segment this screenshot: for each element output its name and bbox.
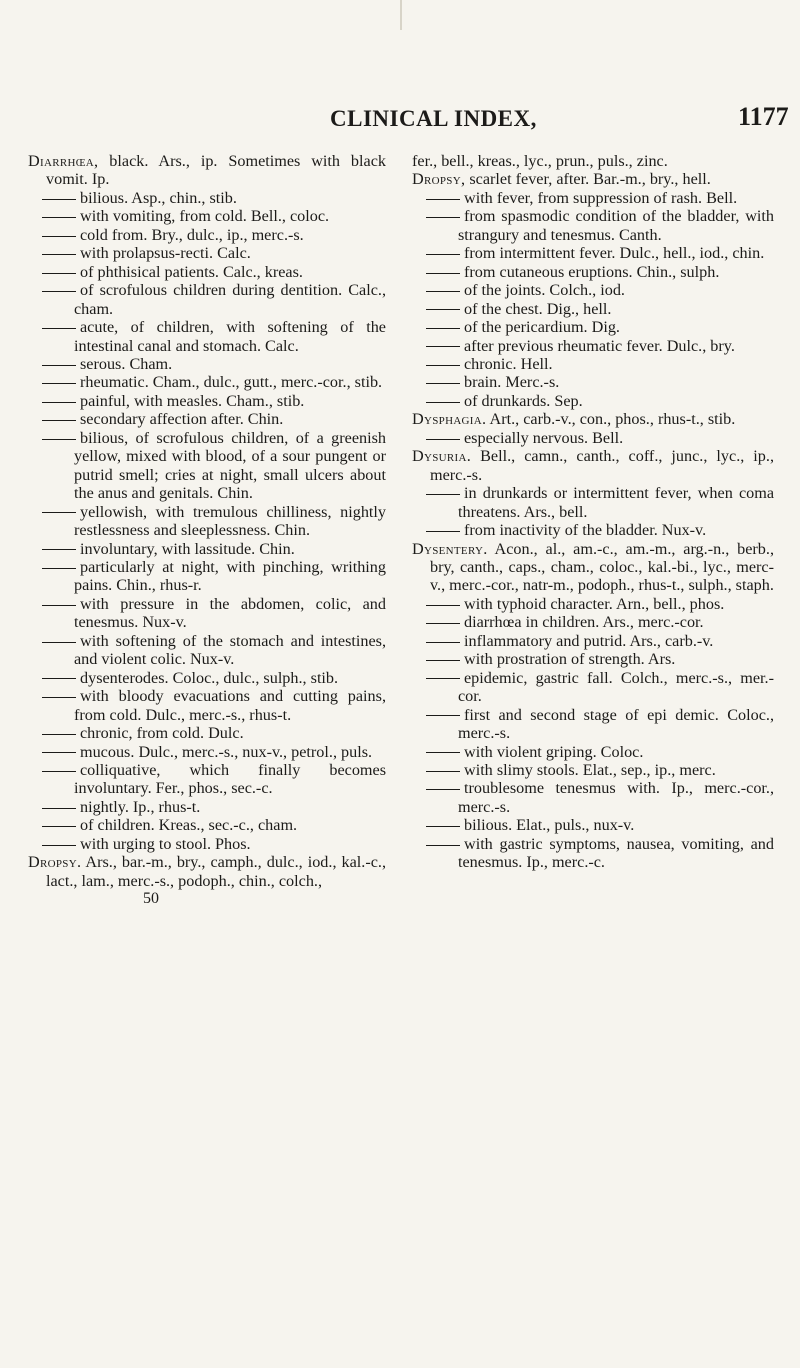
entry-text: Acon., al., am.-c., am.-m., arg.-n., berb., bry, canth., caps., cham., coloc., kal.-bi., lyc., merc-v., merc.-cor., natr-m., podoph., rhus-t., sulph., staph. — [430, 539, 774, 595]
index-subentry — [28, 816, 386, 834]
entry-text: of the joints. Colch., iod. — [464, 281, 625, 300]
right-column — [412, 152, 774, 872]
ditto-dash — [426, 402, 460, 403]
ditto-dash — [42, 512, 76, 513]
index-subentry — [412, 743, 774, 761]
index-subentry — [412, 263, 774, 281]
ditto-dash — [426, 826, 460, 827]
entry-text: first and second stage of epi demic. Coloc., merc.-s. — [458, 705, 774, 743]
index-subentry — [412, 669, 774, 706]
index-subentry — [28, 355, 386, 373]
index-subentry — [28, 632, 386, 669]
entry-text: with vomiting, from cold. Bell., coloc. — [80, 207, 330, 226]
ditto-dash — [42, 568, 76, 569]
index-subentry — [412, 816, 774, 834]
index-subentry — [28, 540, 386, 558]
index-subentry — [28, 743, 386, 761]
ditto-dash — [426, 771, 460, 772]
index-subentry — [412, 300, 774, 318]
index-subentry — [412, 355, 774, 373]
index-subentry — [412, 429, 774, 447]
index-subentry — [28, 318, 386, 355]
index-subentry — [412, 632, 774, 650]
ditto-dash — [426, 291, 460, 292]
entry-text: acute, of children, with softening of the intestinal canal and stomach. Calc. — [74, 318, 386, 355]
ditto-dash — [426, 199, 460, 200]
index-subentry — [412, 373, 774, 391]
entry-text: with typhoid character. Arn., bell., phos. — [464, 594, 725, 613]
entry-text: black. Ars., ip. Sometimes with black vomit. Ip. — [46, 152, 386, 189]
entry-text: with slimy stools. Elat., sep., ip., merc. — [464, 760, 716, 779]
entry-text: with softening of the stomach and intestines, and violent colic. Nux-v. — [74, 631, 386, 669]
ditto-dash — [42, 217, 76, 218]
entry-text: bilious. Asp., chin., stib. — [80, 188, 237, 207]
index-subentry — [412, 318, 774, 336]
entry-text: chronic. Hell. — [464, 354, 553, 373]
index-entry — [412, 410, 774, 428]
entry-text: rheumatic. Cham., dulc., gutt., merc.-cor., stib. — [80, 373, 383, 392]
ditto-dash — [42, 328, 76, 329]
entry-text: from spasmodic condition of the bladder, with strangury and tenesmus. Canth. — [458, 207, 774, 244]
index-subentry — [412, 207, 774, 244]
ditto-dash — [42, 199, 76, 200]
ditto-dash — [426, 678, 460, 679]
ditto-dash — [42, 383, 76, 384]
entry-text: with fever, from suppression of rash. Bell. — [464, 188, 738, 207]
index-subentry — [28, 503, 386, 540]
entry-text: troublesome tenesmus with. Ip., merc.-cor., merc.-s. — [458, 779, 774, 816]
index-term: Dropsy. — [28, 853, 82, 872]
page-number: 1177 — [738, 102, 789, 131]
entry-text: epidemic, gastric fall. Colch., merc.-s., mer.-cor. — [458, 668, 774, 706]
index-subentry — [412, 244, 774, 262]
index-subentry — [28, 761, 386, 798]
ditto-dash — [42, 402, 76, 403]
ditto-dash — [42, 254, 76, 255]
index-subentry — [28, 669, 386, 687]
ditto-dash — [42, 549, 76, 550]
ditto-dash — [42, 605, 76, 606]
entry-text: from inactivity of the bladder. Nux-v. — [464, 521, 707, 540]
index-subentry — [28, 410, 386, 428]
entry-text: with prostration of strength. Ars. — [464, 650, 676, 669]
entry-text: from intermittent fever. Dulc., hell., iod., chin. — [464, 244, 765, 263]
ditto-dash — [426, 623, 460, 624]
entry-text: bilious, of scrofulous children, of a greenish yellow, mixed with blood, of a sour pungent or putrid smell; cries at night, small ulcers about the anus and genitals. Chin. — [74, 428, 386, 503]
index-subentry — [412, 337, 774, 355]
ditto-dash — [42, 697, 76, 698]
ditto-dash — [42, 236, 76, 237]
index-entry — [412, 170, 774, 188]
index-subentry — [412, 392, 774, 410]
entry-text: with violent griping. Coloc. — [464, 742, 644, 761]
entry-text: particularly at night, with pinching, writhing pains. Chin., rhus-r. — [74, 557, 386, 595]
index-subentry — [28, 207, 386, 225]
entry-text: diarrhœa in children. Ars., merc.-cor. — [464, 613, 704, 632]
ditto-dash — [426, 217, 460, 218]
index-subentry — [28, 429, 386, 503]
entry-text: in drunkards or intermittent fever, when coma threatens. Ars., bell. — [458, 484, 774, 521]
index-subentry — [28, 595, 386, 632]
entry-text: nightly. Ip., rhus-t. — [80, 797, 201, 816]
ditto-dash — [42, 734, 76, 735]
index-entry — [28, 152, 386, 189]
entry-text: scarlet fever, after. Bar.-m., bry., hell. — [465, 170, 711, 189]
entry-text: fer., bell., kreas., lyc., prun., puls., zinc. — [412, 152, 668, 170]
entry-text: secondary affection after. Chin. — [80, 410, 284, 429]
ditto-dash — [426, 346, 460, 347]
ditto-dash — [426, 365, 460, 366]
entry-text: with pressure in the abdomen, colic, and tenesmus. Nux-v. — [74, 594, 386, 632]
entry-text: with bloody evacuations and cutting pains, from cold. Dulc., merc.-s., rhus-t. — [74, 687, 386, 724]
ditto-dash — [42, 439, 76, 440]
ditto-dash — [42, 420, 76, 421]
index-subentry — [28, 392, 386, 410]
running-head: CLINICAL INDEX, — [330, 106, 537, 131]
index-term: Dysphagia. — [412, 410, 487, 429]
entry-text: dysenterodes. Coloc., dulc., sulph., stib. — [80, 668, 339, 687]
index-term: Dropsy, — [412, 170, 466, 189]
index-subentry — [28, 835, 386, 853]
entry-text: involuntary, with lassitude. Chin. — [80, 539, 295, 558]
index-subentry — [412, 281, 774, 299]
ditto-dash — [426, 494, 460, 495]
index-term: Diarrhœa, — [28, 152, 99, 170]
ditto-dash — [426, 531, 460, 532]
scan-mark — [400, 0, 402, 30]
ditto-dash — [426, 789, 460, 790]
ditto-dash — [426, 845, 460, 846]
index-subentry — [28, 373, 386, 391]
entry-text: with urging to stool. Phos. — [80, 834, 251, 853]
entry-text: painful, with measles. Cham., stib. — [80, 391, 305, 410]
entry-text: inflammatory and putrid. Ars., carb.-v. — [464, 631, 714, 650]
entry-text: with gastric symptoms, nausea, vomiting, and tenesmus. Ip., merc.-c. — [458, 834, 774, 872]
index-subentry — [412, 595, 774, 613]
index-subentry — [28, 724, 386, 742]
index-entry — [28, 853, 386, 890]
index-subentry — [28, 558, 386, 595]
entry-text: of the chest. Dig., hell. — [464, 299, 612, 318]
index-subentry — [412, 484, 774, 521]
index-subentry — [28, 189, 386, 207]
entry-text: of scrofulous children during dentition. Calc., cham. — [74, 281, 386, 318]
index-subentry — [28, 226, 386, 244]
index-subentry — [412, 761, 774, 779]
index-entry — [412, 447, 774, 484]
ditto-dash — [42, 678, 76, 679]
ditto-dash — [426, 309, 460, 310]
entry-text: of drunkards. Sep. — [464, 391, 583, 410]
index-term: Dysentery. — [412, 539, 488, 558]
entry-text: cold from. Bry., dulc., ip., merc.-s. — [80, 225, 304, 244]
entry-text: bilious. Elat., puls., nux-v. — [464, 816, 635, 835]
entry-text: of phthisical patients. Calc., kreas. — [80, 262, 303, 281]
index-subentry — [412, 706, 774, 743]
ditto-dash — [42, 845, 76, 846]
ditto-dash — [426, 273, 460, 274]
ditto-dash — [426, 383, 460, 384]
index-subentry — [412, 835, 774, 872]
ditto-dash — [426, 605, 460, 606]
entry-text: after previous rheumatic fever. Dulc., bry. — [464, 336, 735, 355]
ditto-dash — [42, 291, 76, 292]
page-header — [0, 96, 800, 136]
index-subentry — [412, 613, 774, 631]
entry-text: of children. Kreas., sec.-c., cham. — [80, 816, 298, 835]
index-subentry — [28, 281, 386, 318]
ditto-dash — [42, 826, 76, 827]
ditto-dash — [426, 642, 460, 643]
index-term: Dysuria. — [412, 447, 472, 466]
index-subentry — [28, 244, 386, 262]
entry-text: colliquative, which finally becomes involuntary. Fer., phos., sec.-c. — [74, 760, 386, 798]
index-subentry — [412, 779, 774, 816]
ditto-dash — [426, 439, 460, 440]
entry-text: with prolapsus-recti. Calc. — [80, 244, 251, 263]
ditto-dash — [426, 328, 460, 329]
ditto-dash — [42, 771, 76, 772]
ditto-dash — [42, 752, 76, 753]
entry-text: serous. Cham. — [80, 354, 173, 373]
index-subentry — [28, 798, 386, 816]
entry-text: of the pericardium. Dig. — [464, 318, 620, 337]
ditto-dash — [42, 273, 76, 274]
index-subentry — [412, 189, 774, 207]
index-subentry — [28, 263, 386, 281]
index-subentry — [412, 650, 774, 668]
entry-text: from cutaneous eruptions. Chin., sulph. — [464, 262, 720, 281]
entry-text: Ars., bar.-m., bry., camph., dulc., iod., kal.-c., lact., lam., merc.-s., podoph., chin., colch., — [46, 853, 386, 890]
entry-text: chronic, from cold. Dulc. — [80, 724, 244, 743]
ditto-dash — [426, 752, 460, 753]
ditto-dash — [426, 715, 460, 716]
left-column — [28, 152, 386, 909]
entry-text: especially nervous. Bell. — [464, 428, 624, 447]
ditto-dash — [426, 660, 460, 661]
entry-text: Art., carb.-v., con., phos., rhus-t., stib. — [486, 410, 736, 429]
ditto-dash — [42, 642, 76, 643]
index-subentry — [28, 687, 386, 724]
entry-text: Bell., camn., canth., coff., junc., lyc., ip., merc.-s. — [430, 447, 774, 484]
entry-text: brain. Merc.-s. — [464, 373, 560, 392]
entry-text: mucous. Dulc., merc.-s., nux-v., petrol., puls. — [80, 742, 373, 761]
entry-text: yellowish, with tremulous chilliness, nightly restlessness and sleeplessness. Chin. — [74, 502, 386, 540]
index-entry — [412, 152, 774, 170]
index-subentry — [412, 521, 774, 539]
index-entry — [412, 540, 774, 595]
ditto-dash — [426, 254, 460, 255]
ditto-dash — [42, 808, 76, 809]
ditto-dash — [42, 365, 76, 366]
signature-mark: 50 — [143, 890, 159, 908]
